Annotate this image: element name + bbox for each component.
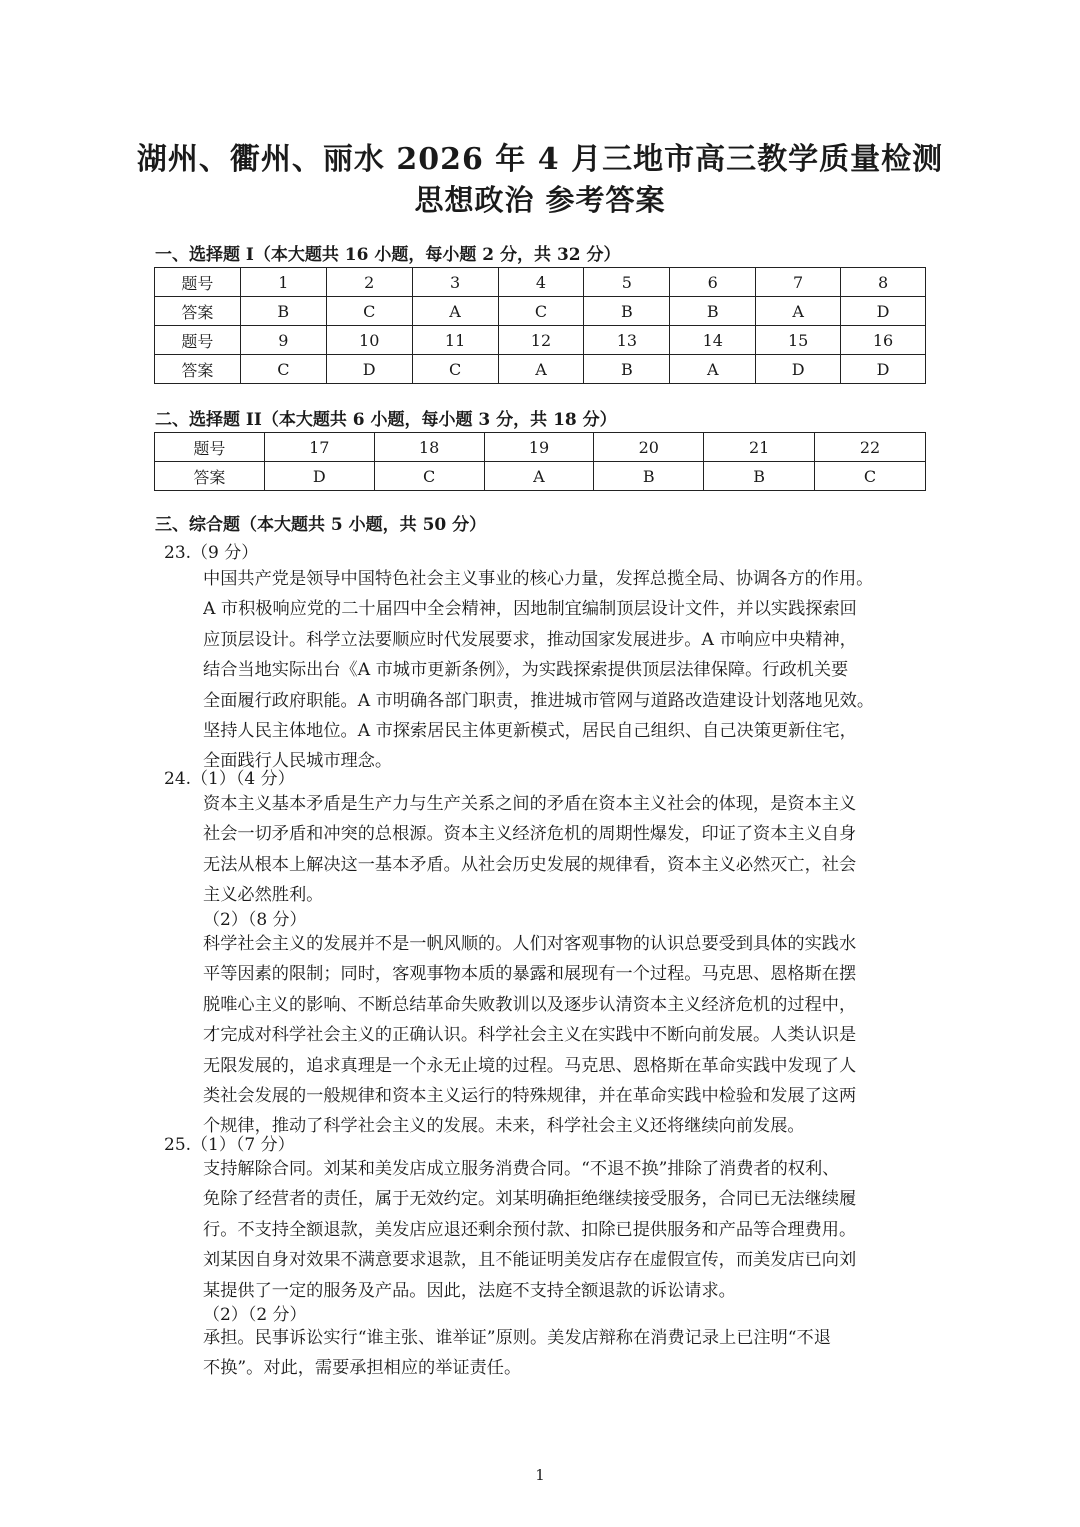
- answer-cell: A: [670, 355, 756, 384]
- answer-cell: A: [756, 297, 841, 326]
- answer-line: 个规律，推动了科学社会主义的发展。未来，科学社会主义还将继续向前发展。: [203, 1116, 805, 1137]
- question-number: 6: [670, 268, 756, 297]
- question-23-answer: [203, 564, 919, 777]
- question-number: 11: [412, 326, 498, 355]
- section1-heading: 一、选择题 I（本大题共 16 小题，每小题 2 分，共 32 分）: [155, 245, 621, 265]
- question-number: 18: [374, 433, 484, 462]
- table-row: [155, 326, 926, 355]
- question-25-part1-answer: [203, 1154, 919, 1306]
- answer-line: 支持解除合同。刘某和美发店成立服务消费合同。“不退不换”排除了消费者的权利、: [203, 1159, 840, 1179]
- row-label: 题号: [155, 326, 241, 355]
- answer-line: 社会一切矛盾和冲突的总根源。资本主义经济危机的周期性爆发，印证了资本主义自身: [203, 824, 857, 845]
- question-24-part1-answer: [203, 789, 919, 911]
- answer-line: A 市积极响应党的二十届四中全会精神，因地制宜编制顶层设计文件，并以实践探索回: [203, 599, 857, 620]
- answer-line: 刘某因自身对效果不满意要求退款，且不能证明美发店存在虚假宣传，而美发店已向刘: [203, 1250, 857, 1271]
- answer-cell: C: [374, 462, 484, 491]
- answer-line: 中国共产党是领导中国特色社会主义事业的核心力量，发挥总揽全局、协调各方的作用。: [203, 569, 874, 589]
- question-number: 16: [841, 326, 926, 355]
- answer-cell: A: [484, 462, 594, 491]
- answer-cell: C: [240, 355, 326, 384]
- answer-line: 坚持人民主体地位。A 市探索居民主体更新模式，居民自己组织、自己决策更新住宅，: [203, 721, 857, 742]
- answer-cell: C: [498, 297, 584, 326]
- row-label: 答案: [155, 462, 265, 491]
- question-25-label: 25.（1）（7 分）: [164, 1135, 295, 1155]
- question-number: 4: [498, 268, 584, 297]
- document-subtitle: 思想政治 参考答案: [414, 183, 666, 217]
- answer-line: 平等因素的限制；同时，客观事物本质的暴露和展现有一个过程。马克思、恩格斯在摆: [203, 964, 857, 985]
- answer-line: 某提供了一定的服务及产品。因此，法庭不支持全额退款的诉讼请求。: [203, 1280, 736, 1301]
- answer-cell: A: [412, 297, 498, 326]
- answer-line: 结合当地实际出台《A 市城市更新条例》，为实践探索提供顶层法律保障。行政机关要: [203, 660, 849, 681]
- question-number: 9: [240, 326, 326, 355]
- answer-cell: B: [584, 355, 670, 384]
- answer-line: 才完成对科学社会主义的正确认识。科学社会主义在实践中不断向前发展。人类认识是: [203, 1025, 857, 1046]
- table-row: [155, 297, 926, 326]
- question-number: 1: [240, 268, 326, 297]
- question-number: 20: [594, 433, 704, 462]
- question-24-label: 24.（1）（4 分）: [164, 769, 295, 789]
- question-number: 3: [412, 268, 498, 297]
- answer-line: 无限发展的，追求真理是一个永无止境的过程。马克思、恩格斯在革命实践中发现了人: [203, 1055, 857, 1076]
- table-row: [155, 433, 926, 462]
- question-number: 5: [584, 268, 670, 297]
- question-number: 12: [498, 326, 584, 355]
- question-number: 13: [584, 326, 670, 355]
- answer-cell: B: [240, 297, 326, 326]
- question-24-part2-answer: [203, 929, 919, 1142]
- question-number: 8: [841, 268, 926, 297]
- row-label: 题号: [155, 268, 241, 297]
- answer-cell: D: [841, 355, 926, 384]
- page-number: 1: [535, 1466, 545, 1484]
- answer-cell: A: [498, 355, 584, 384]
- answer-line: 承担。民事诉讼实行“谁主张、谁举证”原则。美发店辩称在消费记录上已注明“不退: [203, 1328, 831, 1348]
- question-number: 2: [326, 268, 412, 297]
- question-number: 7: [756, 268, 841, 297]
- answer-cell: B: [704, 462, 815, 491]
- answer-line: 行。不支持全额退款，美发店应退还剩余预付款、扣除已提供服务和产品等合理费用。: [203, 1219, 857, 1240]
- question-number: 19: [484, 433, 594, 462]
- answer-cell: B: [594, 462, 704, 491]
- answer-cell: D: [756, 355, 841, 384]
- question-number: 22: [815, 433, 926, 462]
- answer-line: 不换”。对此，需要承担相应的举证责任。: [203, 1358, 522, 1379]
- answer-line: 脱唯心主义的影响、不断总结革命失败教训以及逐步认清资本主义经济危机的过程中，: [203, 994, 857, 1015]
- row-label: 答案: [155, 355, 241, 384]
- answer-cell: B: [670, 297, 756, 326]
- question-23-label: 23.（9 分）: [164, 543, 259, 563]
- table-row: [155, 355, 926, 384]
- row-label: 题号: [155, 433, 265, 462]
- answer-line: 资本主义基本矛盾是生产力与生产关系之间的矛盾在资本主义社会的体现，是资本主义: [203, 794, 857, 814]
- section2-heading: 二、选择题 II（本大题共 6 小题，每小题 3 分，共 18 分）: [155, 410, 617, 430]
- answer-line: 全面履行政府职能。A 市明确各部门职责，推进城市管网与道路改造建设计划落地见效。: [203, 690, 875, 711]
- question-24-part2-label: （2）（8 分）: [203, 910, 307, 930]
- section3-heading: 三、综合题（本大题共 5 小题，共 50 分）: [155, 515, 487, 535]
- answer-line: 全面践行人民城市理念。: [203, 751, 393, 772]
- table-row: [155, 268, 926, 297]
- answer-cell: C: [412, 355, 498, 384]
- answer-cell: C: [815, 462, 926, 491]
- question-number: 21: [704, 433, 815, 462]
- section1-answer-table: [154, 267, 926, 384]
- table-row: [155, 462, 926, 491]
- answer-cell: D: [326, 355, 412, 384]
- question-number: 15: [756, 326, 841, 355]
- question-number: 10: [326, 326, 412, 355]
- question-25-part2-label: （2）（2 分）: [203, 1305, 307, 1325]
- question-number: 14: [670, 326, 756, 355]
- answer-cell: D: [841, 297, 926, 326]
- section2-answer-table: [154, 432, 926, 491]
- row-label: 答案: [155, 297, 241, 326]
- answer-cell: B: [584, 297, 670, 326]
- answer-line: 主义必然胜利。: [203, 885, 324, 906]
- answer-line: 应顶层设计。科学立法要顺应时代发展要求，推动国家发展进步。A 市响应中央精神，: [203, 629, 857, 650]
- question-number: 17: [264, 433, 374, 462]
- answer-cell: C: [326, 297, 412, 326]
- answer-line: 类社会发展的一般规律和资本主义运行的特殊规律，并在革命实践中检验和发展了这两: [203, 1086, 857, 1107]
- answer-line: 免除了经营者的责任，属于无效约定。刘某明确拒绝继续接受服务，合同已无法继续履: [203, 1189, 857, 1210]
- answer-cell: D: [264, 462, 374, 491]
- document-title: 湖州、衢州、丽水 2026 年 4 月三地市高三教学质量检测: [136, 142, 944, 177]
- question-25-part2-answer: [203, 1323, 919, 1384]
- answer-line: 无法从根本上解决这一基本矛盾。从社会历史发展的规律看，资本主义必然灭亡，社会: [203, 854, 857, 875]
- answer-line: 科学社会主义的发展并不是一帆风顺的。人们对客观事物的认识总要受到具体的实践水: [203, 934, 857, 954]
